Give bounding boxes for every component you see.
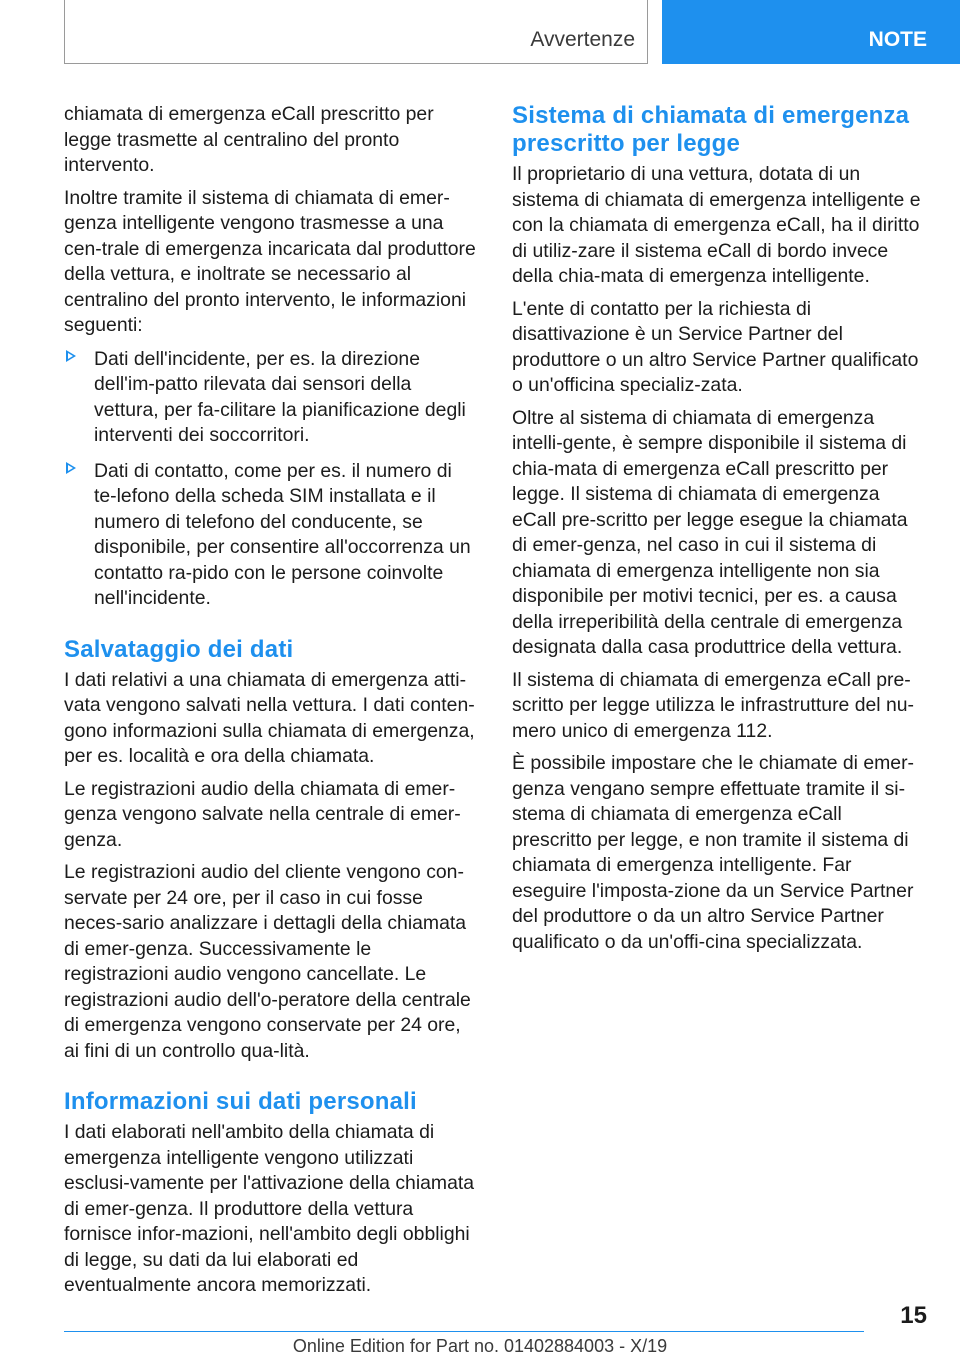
paragraph: Le registrazioni audio del cliente vengono con-servate per 24 ore, per il caso in cui fosse neces-sario analizzare i dettagli della chiamata di emer-genza. Successivamente le registrazioni audio vengono cancellate. Le registrazioni audio dell'o-peratore della centrale di emergenza vengono conservate per 24 ore, ai fini di un controllo qua-lità. — [64, 861, 471, 1062]
section-title: Avvertenze — [530, 28, 635, 51]
page-number: 15 — [900, 1302, 927, 1329]
paragraph: Il sistema di chiamata di emergenza eCall pre-scritto per legge utilizza le infrastrutture del nu-mero unico di emergenza 112. — [512, 668, 915, 742]
left-column — [64, 102, 478, 1306]
list-item-text: Dati di contatto, come per es. il numero di te-lefono della scheda SIM installata e il numero di telefono del conducente, se disponibile, per consentire all'occorrenza un contatto ra-pido con le persone coinvolte nell'incidente. — [94, 459, 471, 609]
list-item-text: Dati dell'incidente, per es. la direzione dell'im-patto rilevata dai sensori della vettura, per fa-cilitare la pianificazione degli interventi dei soccorritori. — [94, 347, 466, 446]
edition-footer: Online Edition for Part no. 01402884003 - X/19 — [292, 1336, 668, 1356]
paragraph: Oltre al sistema di chiamata di emergenza intelli-gente, è sempre disponibile il sistema di chia-mata di emergenza eCall prescritto per legge. Il sistema di chiamata di emergenza eCall pre-scritto per legge esegue la chiamata di emer-genza, nel caso in cui il sistema di chiamata di emergenza intelligente non sia disponibile per motivi tecnici, per es. a causa della irreperibilità della centrale di emergenza designata dalla casa produttrice della vettura. — [512, 406, 908, 658]
paragraph: I dati relativi a una chiamata di emergenza atti-vata vengono salvati nella vettura. I dati conten-gono informazioni sulla chiamata di emergenza, per es. località e ora della chiamata. — [64, 668, 475, 767]
paragraph: Inoltre tramite il sistema di chiamata di emer-genza intelligente vengono trasmesse a una cen-trale di emergenza incaricata dal produttore della vettura, e inoltrate se necessario al centralino del pronto intervento, le informazioni seguenti: — [64, 186, 476, 336]
paragraph: Le registrazioni audio della chiamata di emer-genza vengono salvate nella centrale di emer-genza. — [64, 777, 461, 851]
header-box — [64, 0, 648, 64]
paragraph: Il proprietario di una vettura, dotata di un sistema di chiamata di emergenza intelligente e con la chiamata di emergenza eCall, ha il diritto di utiliz-zare il sistema eCall di bordo invece della chia-mata di emergenza intelligente. — [512, 163, 921, 287]
heading-salvataggio: Salvataggio dei dati — [64, 635, 294, 663]
paragraph: È possibile impostare che le chiamate di emer-genza vengano sempre effettuate tramite il si-stema di chiamata di emergenza eCall prescritto per legge, e non tramite il sistema di chiamata di emergenza intelligente. Far eseguire l'imposta-zione da un Service Partner del produttore o da un altro Service Partner qualificato o da un'offi-cina specializzata. — [512, 752, 914, 953]
heading-informazioni: Informazioni sui dati personali — [64, 1088, 417, 1115]
chapter-tab-note[interactable]: NOTE — [662, 0, 960, 64]
info-list — [64, 347, 478, 612]
triangle-bullet-icon — [66, 350, 76, 362]
paragraph: chiamata di emergenza eCall prescritto per legge trasmette al centralino del pronto intervento. — [64, 103, 434, 176]
heading-sistema: Sistema di chiamata di emergenza prescritto per legge — [512, 102, 910, 157]
footer-divider — [64, 1331, 864, 1332]
triangle-bullet-icon — [66, 462, 76, 474]
paragraph: L'ente di contatto per la richiesta di disattivazione è un Service Partner del produttore o un altro Service Partner qualificato o un'officina specializ-zata. — [512, 297, 919, 396]
right-column — [512, 102, 926, 962]
list-item — [64, 347, 478, 449]
list-item — [64, 459, 478, 612]
paragraph: I dati elaborati nell'ambito della chiamata di emergenza intelligente vengono utilizzati esclusi-vamente per l'attivazione della chiamata di emer-genza. Il produttore della vettura fornisce infor-mazioni, nell'ambito degli obblighi di legge, su dati da lui elaborati ed eventualmente ancora memorizzati. — [64, 1121, 475, 1296]
